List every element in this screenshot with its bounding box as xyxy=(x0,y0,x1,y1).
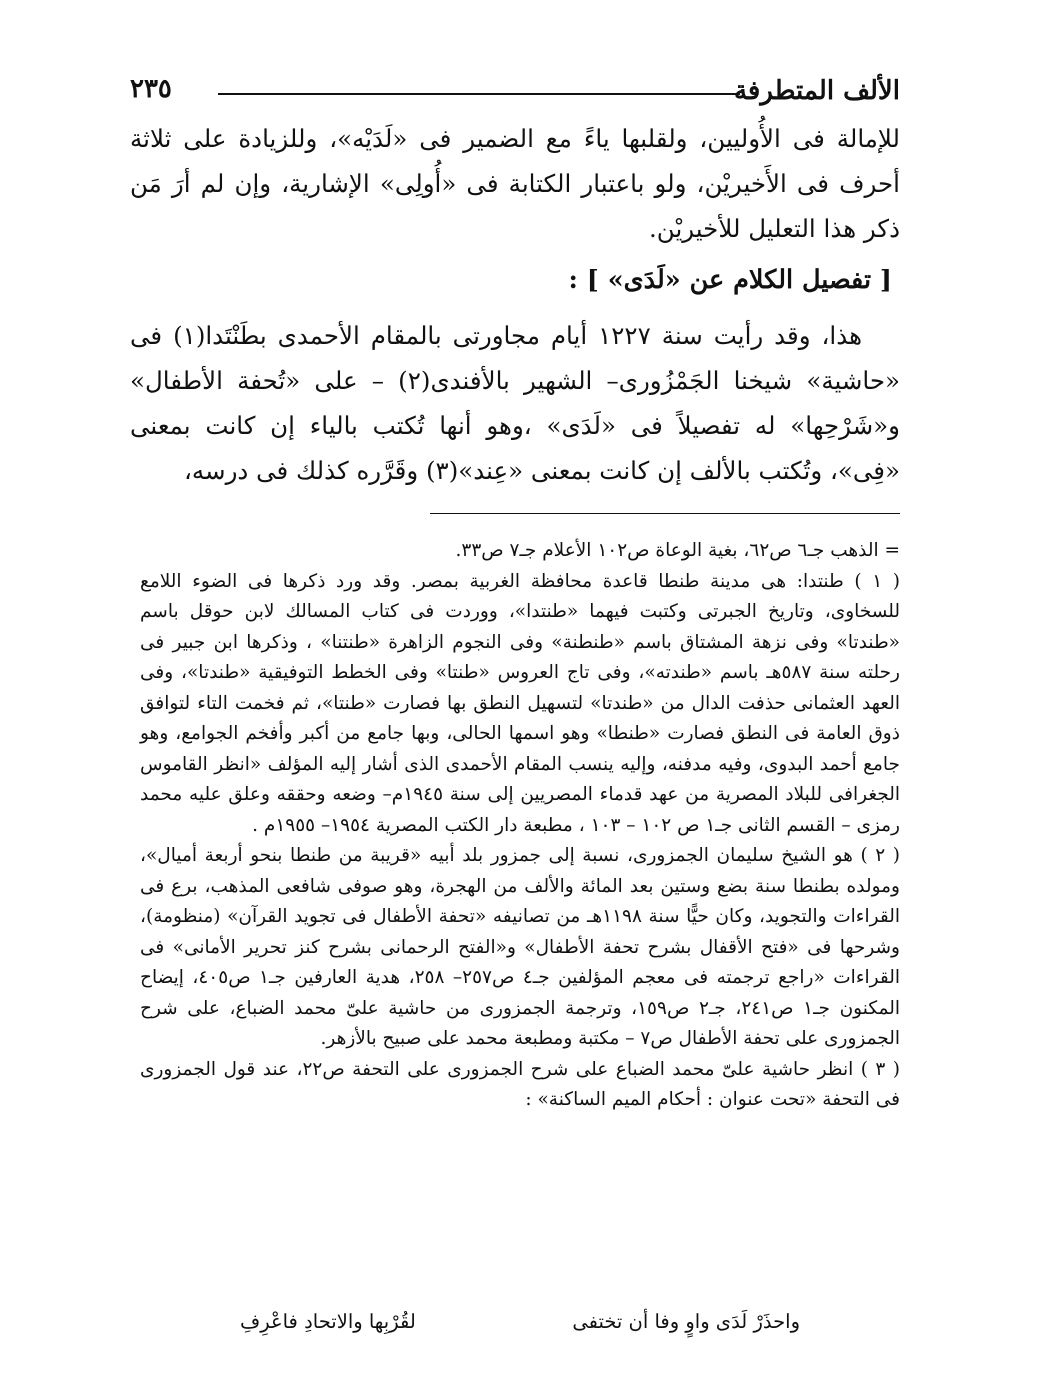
footnote-marker: ( ٢ ) xyxy=(860,845,901,866)
footnote-line: باسم «طندتا» وفى نزهة المشتاق باسم «طنطنة» وفى النجوم الزاهرة «طنتنا» ، وذكرها ابن xyxy=(140,601,901,653)
footnote-line: التوفيقية «طندتا»، وفى العهد العثمانى حذفت الدال من «طندتا» لتسهيل النطق بها xyxy=(140,662,900,714)
footnote-marker: ( ١ ) xyxy=(854,570,900,592)
footnote-line: جبير فى رحلته سنة ٥٨٧هـ باسم «طندته»، وفى تاج العروس «طنتا» وفى الخطط xyxy=(140,631,900,683)
footnote-line: ص١٥٩، وترجمة الجمزورى من حاشية علىّ محمد الضباع، على شرح الجمزورى على xyxy=(140,997,900,1049)
paragraph-1 xyxy=(130,116,900,251)
footnote-continuation: = الذهب جـ٦ ص٦٢، بغية الوعاة ص١٠٢ الأعلام جـ٧ ص٣٣. xyxy=(455,540,900,561)
footnote-line: تحفة الأطفال ص٧ – مكتبة ومطبعة محمد على صبيح بالأزهر. xyxy=(320,1028,780,1049)
chapter-title: الألف المتطرفة xyxy=(733,76,900,106)
footnote-line: المذهب، برع فى القراءات والتجويد، وكان حيًّا سنة ١١٩٨هـ من تصانيفه «تحفة الأطفال xyxy=(140,875,900,927)
footnote-marker: ( ٣ ) xyxy=(860,1058,900,1080)
footnotes xyxy=(140,536,900,1116)
footnote-line: طنتدا: هى مدينة طنطا قاعدة محافظة الغربية بمصر. وقد ورد ذكرها فى الضوء اللامع xyxy=(140,570,844,592)
text-line: أحرف فى الأَخيريْن، ولو باعتبار الكتابة فى «أُولِى» الإشارية، وإن لم أرَ مَن xyxy=(130,169,900,198)
footnote-separator xyxy=(430,513,900,514)
text-line: للإمالة فى الأُوليين، ولقلبها ياءً مع الضمير فى «لَدَيْه»، وللزيادة على ثلاثة xyxy=(130,124,900,153)
footnote-line: الحالى، وبها جامع من أكبر وأفخم الجوامع، وهو جامع أحمد البدوى، وفيه مدفنه، وإليه xyxy=(140,723,900,775)
footnote-line: هو الشيخ سليمان الجمزورى، نسبة إلى جمزور بلد أبيه «قريبة من طنطا بنحو أربعة xyxy=(204,845,853,866)
text-line: هذا، وقد رأيت سنة ١٢٢٧ أيام مجاورتى بالمقام الأحمدى بطَنْتَدا(١) فى xyxy=(130,321,863,350)
footnote-3 xyxy=(140,1055,900,1116)
text-line: و«شَرْحِها» له تفصيلاً فى «لَدَى» ،وهو أنها تُكتب بالياء إن كانت بمعنى xyxy=(130,411,900,440)
page-number: ٢٣٥ xyxy=(130,74,172,104)
footnote-line: فصارت «طنتا»، ثم فخمت التاء لتوافق ذوق العامة فى النطق فصارت «طنطا» وهو اسمها xyxy=(140,692,900,744)
footnote-line: الثانى جـ١ ص ١٠٢ – ١٠٣ ، مطبعة دار الكتب المصرية ١٩٥٤– ١٩٥٥م . xyxy=(252,814,781,836)
footnote-line: عهد قدماء المصريين إلى سنة ١٩٤٥م– وضعه وحققه وعلق عليه محمد رمزى – القسم xyxy=(140,784,900,836)
section-heading: [ تفصيل الكلام عن «لَدَى» ] : xyxy=(568,265,892,295)
footnote-line: للسخاوى، وتاريخ الجبرتى وكتبت فيهما «طنتدا»، ووردت فى كتاب المسالك لابن حوقل xyxy=(189,601,900,622)
main-text xyxy=(130,116,900,493)
footnote-line: فى تجويد القرآن» (منظومة)، وشرحها فى «فتح الأقفال بشرح تحفة الأطفال» و«الفتح xyxy=(140,906,900,958)
text-line: «فِى»، وتُكتب بالألف إن كانت بمعنى «عِند»(٣) وقَرَّره كذلك فى درسه، xyxy=(184,456,900,485)
text-line: «حاشية» شيخنا الجَمْزُورى– الشهير بالأفندى(٢) – على «تُحفة الأطفال» xyxy=(130,366,900,395)
text-line: ذكر هذا التعليل للأخيريْن. xyxy=(649,214,900,243)
poetry-verse xyxy=(240,1310,800,1346)
footnote-2 xyxy=(140,841,900,1055)
footnote-line: أميال»، ومولده بطنطا سنة بضع وستين بعد المائة والألف من الهجرة، وهو صوفى شافعى xyxy=(140,845,900,897)
footnote-1 xyxy=(140,567,900,842)
footnote-line: ص٢٥٧– ٢٥٨، هدية العارفين جـ١ ص٤٠٥، إيضاح المكنون جـ١ ص٢٤١، جـ٢ xyxy=(140,967,901,1019)
footnote-line: انظر حاشية علىّ محمد الضباع على شرح الجمزورى على التحفة ص٢٢، عند قول xyxy=(223,1058,854,1080)
paragraph-2 xyxy=(130,313,900,493)
running-header xyxy=(130,72,900,112)
footnote-line: ينسب المقام الأحمدى الذى أشار إليه المؤلف «انظر القاموس الجغرافى للبلاد المصرية من xyxy=(140,753,900,805)
header-rule xyxy=(218,93,740,95)
verse-second-hemistich: لقُرْبِها والاتحادِ فاعْرِفِ xyxy=(240,1310,416,1333)
footnote-line: الجمزورى فى التحفة «تحت عنوان : أحكام الميم الساكنة» : xyxy=(140,1058,900,1110)
footnote-line: الرحمانى بشرح كنز تحرير الأمانى» فى القراءات «راجع ترجمته فى معجم المؤلفين جـ٤ xyxy=(140,936,900,988)
verse-first-hemistich: واحذَرْ لَدَى واوٍ وفا أن تختفى xyxy=(572,1310,800,1333)
